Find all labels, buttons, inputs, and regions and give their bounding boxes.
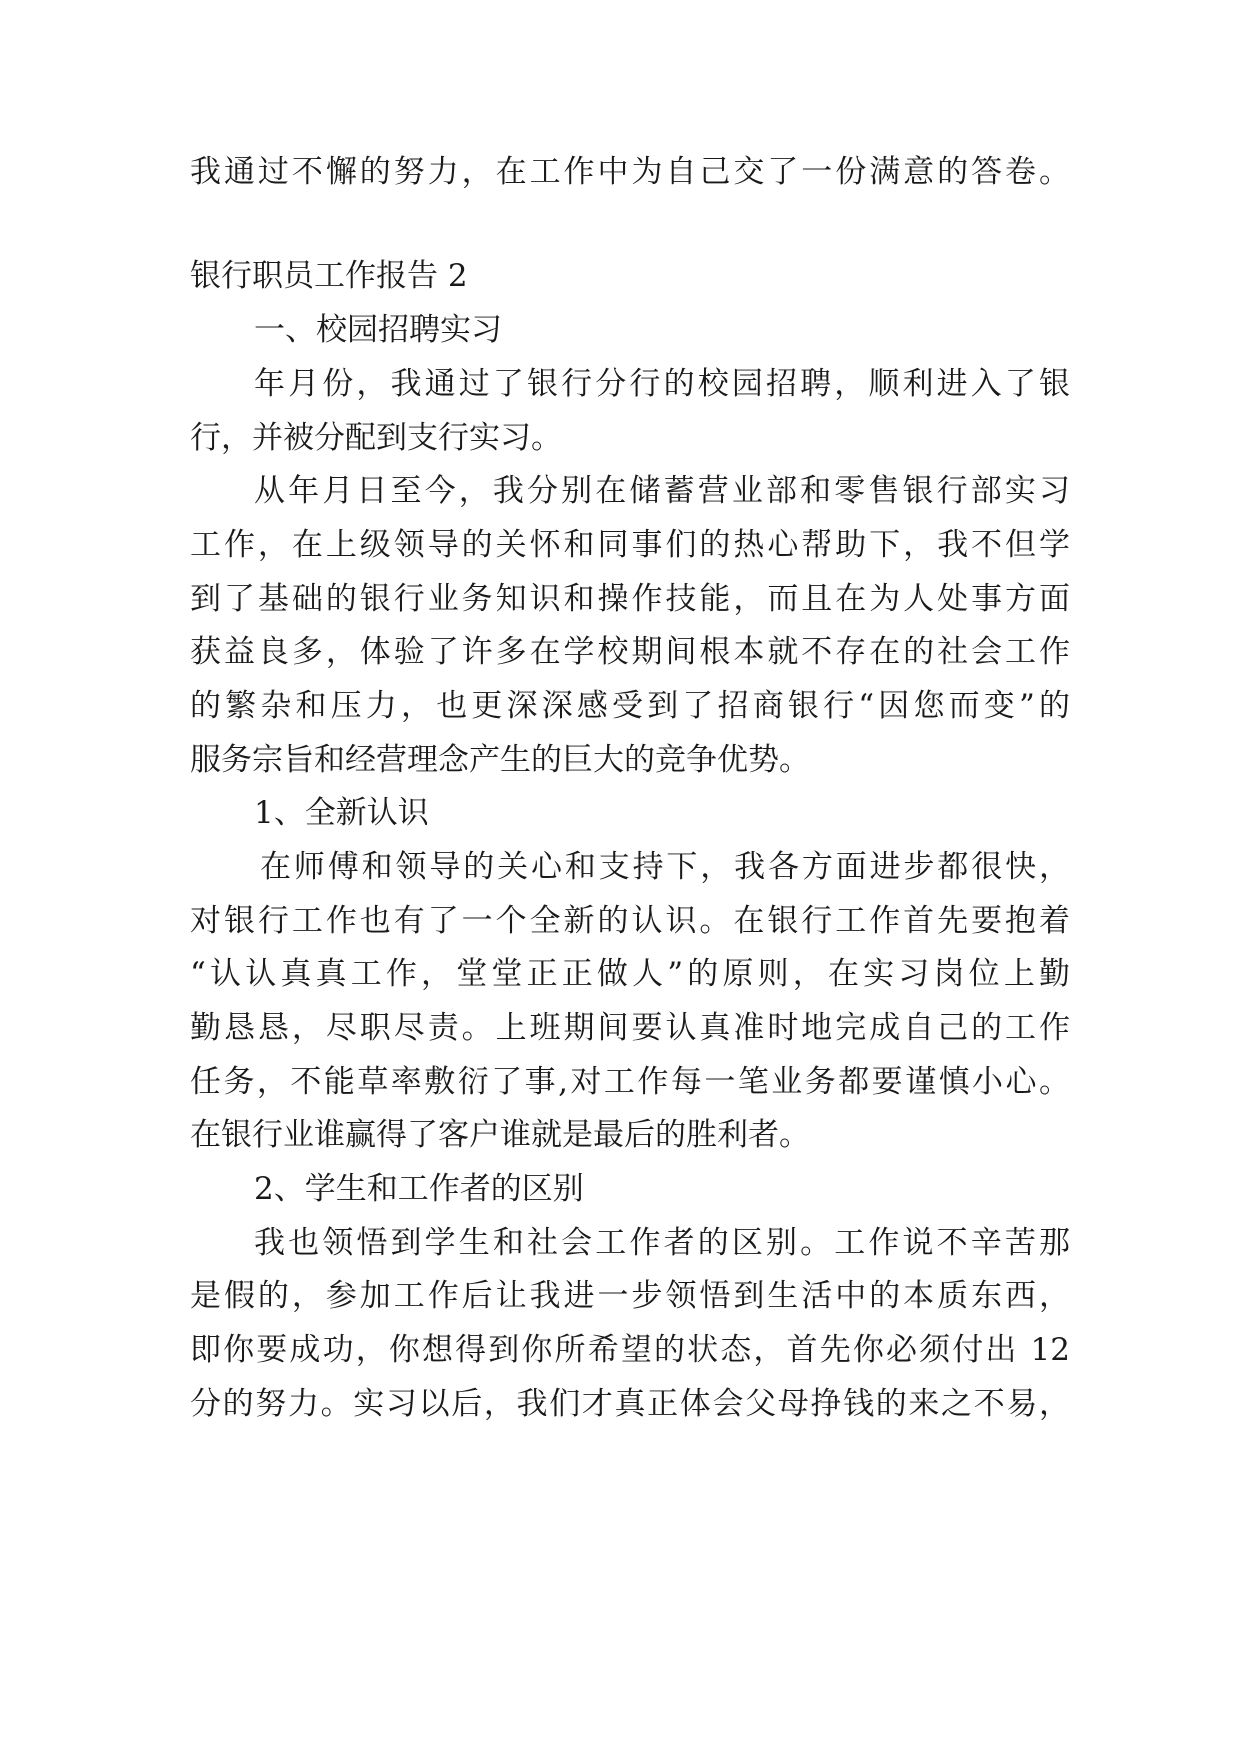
paragraph-line: “认认真真工作，堂堂正正做人”的原则，在实习岗位上勤 [190, 956, 1070, 992]
paragraph-line: 是假的，参加工作后让我进一步领悟到生活中的本质东西， [190, 1278, 1070, 1314]
subsection-heading: 2、学生和工作者的区别 [254, 1171, 584, 1207]
paragraph-line: 工作，在上级领导的关怀和同事们的热心帮助下，我不但学 [190, 527, 1070, 563]
paragraph-line: 任务，不能草率敷衍了事,对工作每一笔业务都要谨慎小心。 [190, 1064, 1070, 1100]
paragraph-line: 勤恳恳，尽职尽责。上班期间要认真准时地完成自己的工作 [190, 1010, 1070, 1046]
paragraph-line: 分的努力。实习以后，我们才真正体会父母挣钱的来之不易， [190, 1386, 1070, 1422]
section-title: 银行职员工作报告 2 [190, 258, 468, 294]
paragraph-line: 即你要成功，你想得到你所希望的状态，首先你必须付出 12 [190, 1332, 1070, 1368]
paragraph-line: 到了基础的银行业务知识和操作技能，而且在为人处事方面 [190, 581, 1070, 617]
paragraph-line: 在银行业谁赢得了客户谁就是最后的胜利者。 [190, 1117, 810, 1153]
paragraph-line: 行，并被分配到支行实习。 [190, 420, 562, 456]
paragraph-line: 在师傅和领导的关心和支持下，我各方面进步都很快， [260, 849, 1070, 885]
subsection-heading: 1、全新认识 [254, 795, 429, 831]
paragraph-line: 从年月日至今，我分别在储蓄营业部和零售银行部实习 [254, 473, 1070, 509]
paragraph-line: 我也领悟到学生和社会工作者的区别。工作说不辛苦那 [254, 1225, 1070, 1261]
paragraph-line: 服务宗旨和经营理念产生的巨大的竞争优势。 [190, 742, 810, 778]
section-heading: 一、校园招聘实习 [254, 312, 502, 348]
paragraph-line: 对银行工作也有了一个全新的认识。在银行工作首先要抱着 [190, 903, 1070, 939]
paragraph-line: 的繁杂和压力，也更深深感受到了招商银行“因您而变”的 [190, 688, 1070, 724]
paragraph-line: 我通过不懈的努力，在工作中为自己交了一份满意的答卷。 [190, 154, 1070, 190]
paragraph-line: 获益良多，体验了许多在学校期间根本就不存在的社会工作 [190, 634, 1070, 670]
paragraph-line: 年月份，我通过了银行分行的校园招聘，顺利进入了银 [254, 366, 1070, 402]
